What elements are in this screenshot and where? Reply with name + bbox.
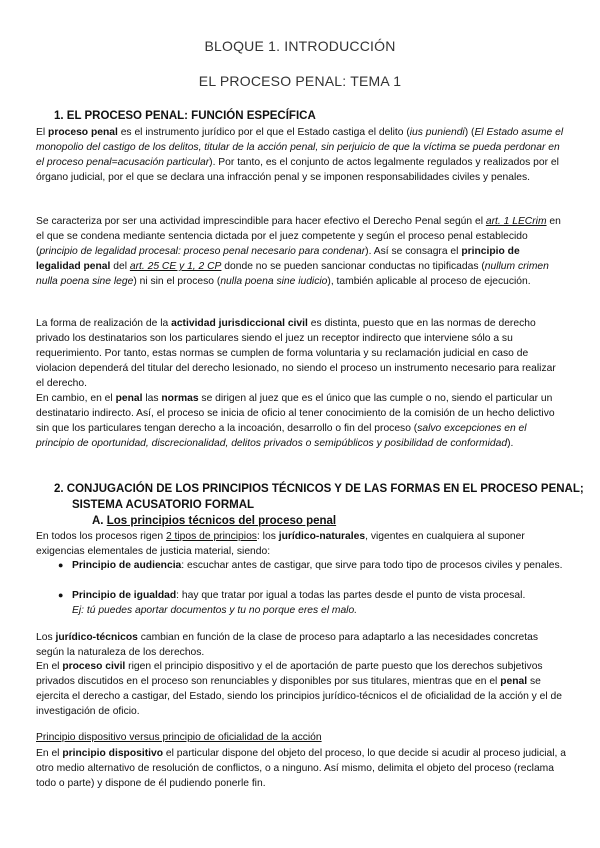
block-title: BLOQUE 1. INTRODUCCIÓN bbox=[204, 38, 396, 54]
section-2-heading-line1: 2. CONJUGACIÓN DE LOS PRINCIPIOS TÉCNICOS Y DE LAS FORMAS EN EL PROCESO PENAL; bbox=[54, 483, 584, 495]
bullet-igualdad: Principio de igualdad: hay que tratar por igual a todas las partes desde el punto de vista procesal. Ej: tú puedes aportar documentos y tu no porque eres el malo. bbox=[72, 590, 526, 616]
subsection-a-heading: A. Los principios técnicos del proceso penal bbox=[92, 515, 337, 527]
section-2-heading-line2: SISTEMA ACUSATORIO FORMAL bbox=[72, 499, 255, 511]
paragraph-dispositive-principle: En el principio dispositivo el particular dispone del objeto del proceso, lo que decide si acudir al proceso judicial, a otro medio alternativo de resolución de conflictos, o a ninguno. Así mismo, delimita el objeto del proceso (reclama todo o parte) y dispone de él pudiendo ponerle fin. bbox=[36, 748, 566, 789]
paragraph-principle-types: En todos los procesos rigen 2 tipos de principios: los jurídico-naturales, vigentes en cualquiera al suponer exigencias elementales de justicia material, siendo: bbox=[36, 531, 525, 557]
topic-title: EL PROCESO PENAL: TEMA 1 bbox=[198, 73, 402, 89]
bullet-audiencia: Principio de audiencia: escuchar antes de castigar, que sirve para todo tipo de procesos civiles y penales. bbox=[72, 560, 563, 571]
paragraph-civil-vs-penal: En el proceso civil rigen el principio dispositivo y el de aportación de parte puesto que los derechos subjetivos privados discutidos en el proceso son renunciables y disponibles por sus titulares, mientras que en el penal se ejercita el derecho a castigar, del Estado, siendo los principios jurídico-técnicos el de oficialidad de la acción y el de investigación de oficio. bbox=[36, 661, 563, 717]
paragraph-penal-norms: En cambio, en el penal las normas se dirigen al juez que es el único que las cumple o no, siendo el particular un destinatario indirecto. Así, el proceso se inicia de oficio al tener conocimiento de la comisión de un hecho delictivo sin que los particulares tengan derecho a la incoación, desarrollo o fin del proceso (salvo excepciones en el principio de oportunidad, discrecionalidad, delitos privados o semipúblicos y posibilidad de conformidad). bbox=[36, 393, 555, 449]
bullet-dot: ● bbox=[58, 560, 64, 570]
paragraph-definition: El proceso penal es el instrumento jurídico por el que el Estado castiga el delito (ius puniendi) (El Estado asume el monopolio del castigo de los delitos, titular de la acción penal, sin perjuicio de que la víctima se pueda perdonar en el proceso penal=acusación particular). Por tanto, es el conjunto de actos legalmente regulados y realizados por el órgano judicial, por el que se declara una infracción penal y se imponen responsabilidades civiles y penales. bbox=[36, 127, 564, 183]
section-1-heading: 1. EL PROCESO PENAL: FUNCIÓN ESPECÍFICA bbox=[54, 110, 316, 122]
paragraph-legality: Se caracteriza por ser una actividad imprescindible para hacer efectivo el Derecho Penal según el art. 1 LECrim en el que se condena mediante sentencia dictada por el juez competente y según el proceso penal establecido (principio de legalidad procesal: proceso penal necesario para condenar). Así se consagra el principio de legalidad penal del art. 25 CE y 1, 2 CP donde no se pueden sancionar conductas no tipificadas (nullum crimen nulla poena sine lege) ni sin el proceso (nulla poena sine iudicio), también aplicable al proceso de ejecución. bbox=[36, 216, 561, 287]
bullet-dot: ● bbox=[58, 590, 64, 600]
subsection-principle-title: Principio dispositivo versus principio de oficialidad de la acción bbox=[36, 732, 322, 743]
bullet-example: Ej: tú puedes aportar documentos y tu no porque eres el malo. bbox=[72, 605, 358, 616]
paragraph-technical-principles: Los jurídico-técnicos cambian en función de la clase de proceso para adaptarlo a las necesidades concretas según la naturaleza de los derechos. bbox=[36, 632, 538, 658]
paragraph-civil-jurisdiction: La forma de realización de la actividad jurisdiccional civil es distinta, puesto que en las normas de derecho privado los destinatarios son los particulares siendo el juez un receptor indirecto que interviene sólo a su requerimiento. Por tanto, estas normas se cumplen de forma voluntaria y su reclamación judicial en caso de violacion dependerá del titular del derecho lesionado, no siendo el proceso un instrumento necesario para realizar el derecho. bbox=[36, 318, 556, 389]
